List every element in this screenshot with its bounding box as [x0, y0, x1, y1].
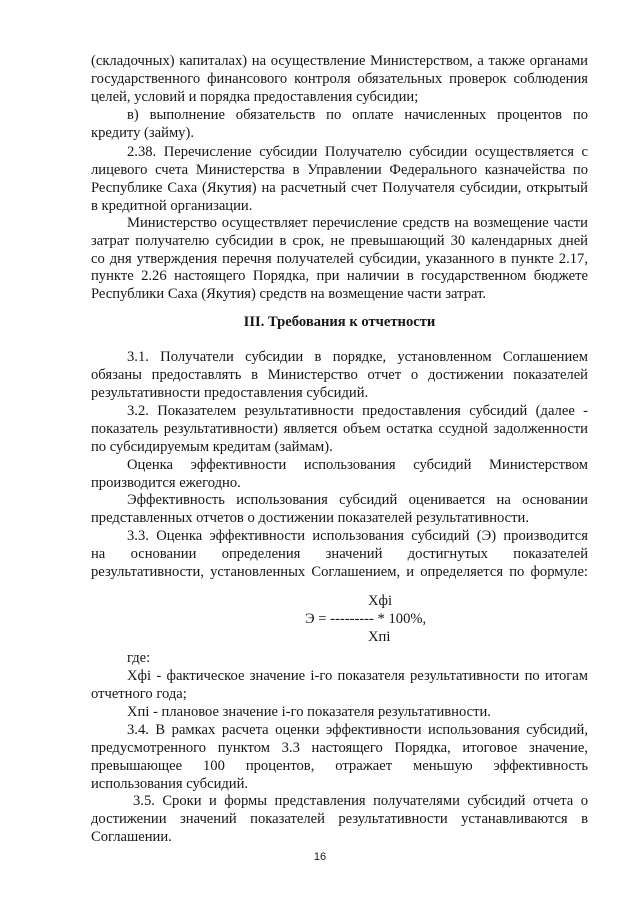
text-line: Хпi - плановое значение i-го показателя результативности. — [127, 704, 491, 720]
text-line: на основании определения значений достигнутых показателей — [91, 546, 588, 562]
text-line: обязаны предоставлять в Министерство отчет о достижении показателей — [91, 367, 588, 383]
text-line: со дня утверждения перечня получателей субсидии, указанного в пункте 2.17, — [91, 251, 588, 267]
text-line: 3.2. Показателем результативности предоставления субсидий (далее - — [127, 403, 588, 419]
text-line: 3.1. Получатели субсидии в порядке, установленном Соглашением — [127, 349, 588, 365]
text-line: предусмотренного пунктом 3.3 настоящего Порядка, итоговое значение, — [91, 740, 588, 756]
text-line: по субсидируемым кредитам (займам). — [91, 439, 333, 455]
formula-expression: Э = --------- * 100%, — [305, 611, 427, 627]
text-line: Соглашении. — [91, 829, 172, 845]
text-line: лицевого счета Министерства в Управлении Федерального казначейства по — [91, 162, 588, 178]
text-line: Оценка эффективности использования субсидий Министерством — [127, 457, 588, 473]
text-line: в) выполнение обязательств по оплате начисленных процентов по — [127, 107, 588, 123]
text-line: (складочных) капиталах) на осуществление Министерством, а также органами — [91, 53, 588, 69]
text-line: 3.3. Оценка эффективности использования субсидий (Э) производится — [127, 528, 588, 544]
text-line: кредиту (займу). — [91, 125, 194, 141]
text-line: 3.4. В рамках расчета оценки эффективности использования субсидий, — [127, 722, 588, 738]
text-line: 3.5. Сроки и формы представления получателями субсидий отчета о — [133, 793, 588, 809]
text-line: использования субсидий. — [91, 776, 249, 792]
text-line: затрат получателю субсидии в срок, не превышающий 30 календарных дней — [91, 233, 588, 249]
text-line: результативности, установленных Соглашением, и определяется по формуле: — [91, 564, 588, 580]
text-line: производится ежегодно. — [91, 475, 241, 491]
text-line: целей, условий и порядка предоставления субсидии; — [91, 89, 419, 105]
text-line: отчетного года; — [91, 686, 187, 702]
page-number: 16 — [313, 851, 327, 863]
text-line: Министерство осуществляет перечисление средств на возмещение части — [127, 215, 588, 231]
text-line: достижении значений показателей результативности устанавливаются в — [91, 811, 588, 827]
text-line: Эффективность использования субсидий оценивается на основании — [127, 492, 588, 508]
text-line: где: — [127, 650, 151, 666]
section-heading: III. Требования к отчетности — [243, 314, 436, 330]
text-line: 2.38. Перечисление субсидии Получателю субсидии осуществляется с — [127, 144, 588, 160]
text-line: пункте 2.26 настоящего Порядка, при наличии в государственном бюджете — [91, 268, 588, 284]
text-line: показатель результативности) является объем остатка ссудной задолженности — [91, 421, 588, 437]
text-line: государственного финансового контроля обязательных проверок соблюдения — [91, 71, 588, 87]
text-line: Хфi - фактическое значение i-го показателя результативности по итогам — [127, 668, 588, 684]
text-line: превышающее 100 процентов, отражает меньшую эффективность — [91, 758, 588, 774]
text-line: представленных отчетов о достижении показателей результативности. — [91, 510, 529, 526]
text-line: результативности предоставления субсидий. — [91, 385, 369, 401]
text-line: Республике Саха (Якутия) на расчетный счет Получателя субсидии, открытый — [91, 180, 588, 196]
text-line: Республики Саха (Якутия) средств на возмещение части затрат. — [91, 286, 486, 302]
formula-denominator: Хпi — [368, 629, 391, 645]
text-line: в кредитной организации. — [91, 198, 253, 214]
formula-numerator: Хфi — [368, 593, 393, 609]
